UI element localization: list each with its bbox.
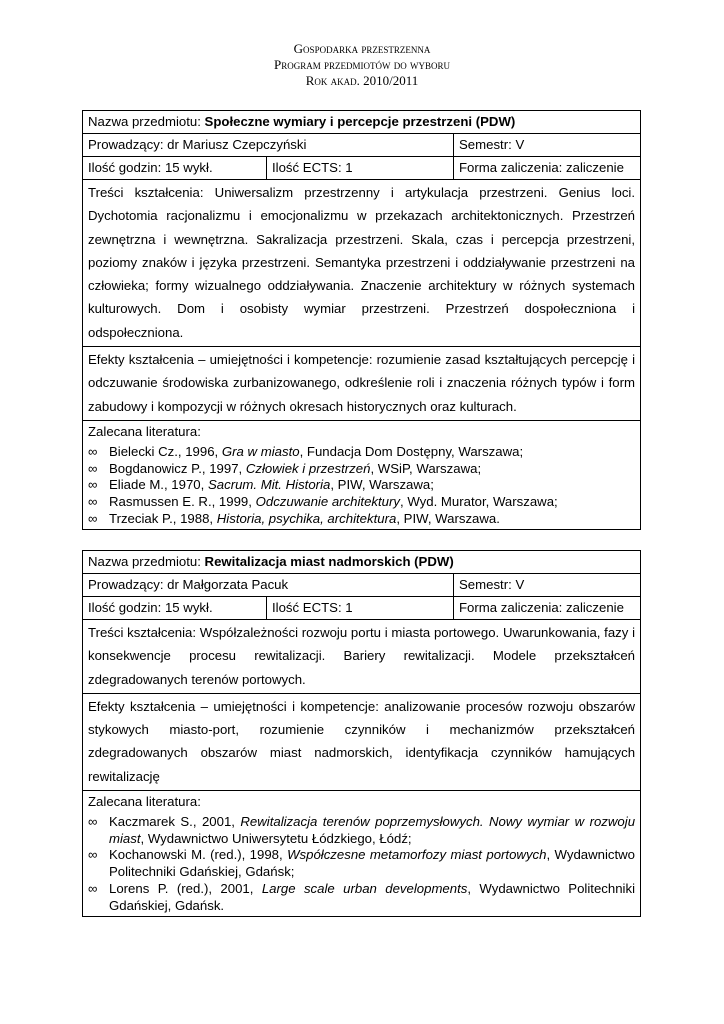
lecturer-value: dr Mariusz Czepczyński	[167, 137, 307, 152]
infinity-bullet-icon: ∞	[88, 477, 98, 493]
ref-author: Bogdanowicz P., 1997,	[109, 460, 246, 476]
ref-author: Rasmussen E. R., 1999,	[109, 494, 256, 510]
literature-label: Zalecana literatura:	[88, 423, 201, 439]
ects-cell	[267, 157, 454, 180]
course-name: Społeczne wymiary i percepcje przestrzeni (PDW)	[204, 114, 516, 129]
ref-title: Sacrum. Mit. Historia	[207, 477, 331, 493]
ref-publisher: , Wyd. Murator, Warszawa;	[400, 494, 558, 510]
assessment-label: Forma zaliczenia:	[459, 160, 567, 175]
header-field-of-study: Gospodarka przestrzenna	[293, 41, 431, 56]
content-cell	[83, 180, 641, 347]
content-label: Treści kształcenia:	[88, 185, 215, 200]
ref-author: Lorens P. (red.), 2001,	[109, 880, 262, 896]
infinity-bullet-icon: ∞	[88, 510, 98, 526]
semester-cell	[454, 574, 641, 597]
outcomes-text: analizowanie procesów rozwoju obszarów stykowych miasto-port, rozumienie czynników i mechanizmów przekształceń zdegradowanych obszarów miast nadmorskich, identyfikacja czynników hamujących rewitalizację	[88, 698, 636, 784]
course-table-1	[82, 110, 641, 530]
assessment-value: zaliczenie	[566, 160, 624, 175]
literature-item	[88, 511, 635, 528]
ref-author: Bielecki Cz., 1996,	[109, 443, 222, 459]
ref-title: Historia, psychika, architektura	[216, 510, 397, 526]
semester-label: Semestr:	[459, 577, 516, 592]
ref-publisher: , Wydawnictwo Uniwersytetu Łódzkiego, Łódź;	[140, 830, 412, 846]
ref-publisher: , Fundacja Dom Dostępny, Warszawa;	[299, 443, 524, 459]
assessment-value: zaliczenie	[566, 600, 624, 615]
infinity-bullet-icon: ∞	[88, 847, 98, 863]
ref-publisher: , Wydawnictwo Politechniki Gdańskiej, Gdańsk;	[109, 847, 636, 880]
content-label: Treści kształcenia:	[88, 625, 200, 640]
content-text: Uniwersalizm przestrzenny i artykulacja przestrzeni. Genius loci. Dychotomia racjonalizmu i emocjonalizmu w przekazach architektonicznych. Przestrzeń zewnętrzna i wewnętrzna. Sakralizacja przestrzeni. Skala, czas i percepcja przestrzeni, poziomy znaków i języka przestrzeni. Semantyka przestrzeni i oddziaływanie przestrzeni na człowieka; formy wizualnego oddziaływania. Znaczenie architektury w różnych systemach kulturowych. Dom i osobisty wymiar przestrzeni. Przestrzeń dospołeczniona i odspołeczniona.	[88, 185, 636, 340]
hours-value: 15 wykł.	[164, 600, 213, 615]
hours-cell	[83, 597, 267, 620]
course-name: Rewitalizacja miast nadmorskich (PDW)	[204, 554, 454, 569]
content-text: Współzależności rozwoju portu i miasta portowego. Uwarunkowania, fazy i konsekwencje procesu rewitalizacji. Bariery rewitalizacji. Modele przekształceń zdegradowanych terenów portowych.	[88, 625, 636, 687]
infinity-bullet-icon: ∞	[88, 494, 98, 510]
literature-item	[88, 814, 635, 847]
ref-publisher: , PIW, Warszawa.	[396, 510, 500, 526]
assessment-label: Forma zaliczenia:	[459, 600, 567, 615]
ref-author: Kaczmarek S., 2001,	[109, 814, 241, 830]
literature-list	[88, 814, 635, 914]
ref-author: Kochanowski M. (red.), 1998,	[109, 847, 288, 863]
infinity-bullet-icon: ∞	[88, 443, 98, 459]
literature-cell	[83, 420, 641, 530]
infinity-bullet-icon: ∞	[88, 460, 98, 476]
header-program: Program przedmiotów do wyboru	[274, 57, 450, 72]
course-name-label: Nazwa przedmiotu:	[88, 554, 205, 569]
outcomes-label: Efekty kształcenia – umiejętności i kompetencje:	[88, 352, 377, 368]
semester-value: V	[515, 577, 525, 592]
lecturer-cell	[83, 574, 454, 597]
lecturer-label: Prowadzący:	[88, 137, 168, 152]
literature-cell	[83, 791, 641, 917]
ref-author: Eliade M., 1970,	[109, 477, 208, 493]
ref-title: Współczesne metamorfozy miast portowych	[287, 847, 547, 863]
literature-item	[88, 847, 635, 880]
ref-publisher: , WSiP, Warszawa;	[370, 460, 482, 476]
lecturer-value: dr Małgorzata Pacuk	[167, 577, 289, 592]
outcomes-text: rozumienie zasad kształtujących percepcję i odczuwanie środowiska zurbanizowanego, odkreślenie roli i znaczenia różnych typów i form zabudowy i kompozycji w różnych okresach historycznych oraz kulturach.	[88, 352, 636, 414]
hours-value: 15 wykł.	[164, 160, 213, 175]
ref-title: Rewitalizacja terenów poprzemysłowych. Nowy wymiar w rozwoju miast	[109, 814, 636, 846]
lecturer-label: Prowadzący:	[88, 577, 168, 592]
ref-publisher: , PIW, Warszawa;	[330, 477, 434, 493]
ects-value: 1	[345, 600, 353, 615]
literature-item	[88, 461, 635, 478]
hours-label: Ilość godzin:	[88, 160, 165, 175]
outcomes-label: Efekty kształcenia – umiejętności i kompetencje:	[88, 698, 385, 714]
ref-author: Trzeciak P., 1988,	[109, 510, 217, 526]
ects-label: Ilość ECTS:	[272, 600, 346, 615]
literature-list	[88, 444, 635, 528]
literature-item	[88, 494, 635, 511]
lecturer-cell	[83, 134, 454, 157]
course-name-cell	[83, 111, 641, 134]
hours-label: Ilość godzin:	[88, 600, 165, 615]
semester-value: V	[515, 137, 525, 152]
literature-label: Zalecana literatura:	[88, 794, 201, 810]
hours-cell	[83, 157, 267, 180]
infinity-bullet-icon: ∞	[88, 880, 98, 896]
assessment-cell	[454, 597, 641, 620]
literature-item	[88, 477, 635, 494]
semester-cell	[454, 134, 641, 157]
assessment-cell	[454, 157, 641, 180]
header-academic-year: Rok akad. 2010/2011	[305, 73, 419, 88]
ref-title: Odczuwanie architektury	[255, 494, 401, 510]
outcomes-cell	[83, 347, 641, 421]
ref-title: Gra w miasto	[221, 443, 300, 459]
course-name-cell	[83, 551, 641, 574]
infinity-bullet-icon: ∞	[88, 814, 98, 830]
ref-title: Człowiek i przestrzeń	[245, 460, 371, 476]
ects-cell	[267, 597, 454, 620]
literature-item	[88, 881, 635, 914]
ects-label: Ilość ECTS:	[272, 160, 346, 175]
outcomes-cell	[83, 693, 641, 790]
semester-label: Semestr:	[459, 137, 516, 152]
course-name-label: Nazwa przedmiotu:	[88, 114, 205, 129]
course-table-2	[82, 550, 641, 917]
document-header	[0, 41, 724, 89]
ref-publisher: , Wydawnictwo Politechniki Gdańskiej, Gdańsk.	[109, 880, 636, 913]
ects-value: 1	[345, 160, 353, 175]
ref-title: Large scale urban developments	[261, 880, 468, 896]
content-cell	[83, 620, 641, 694]
literature-item	[88, 444, 635, 461]
